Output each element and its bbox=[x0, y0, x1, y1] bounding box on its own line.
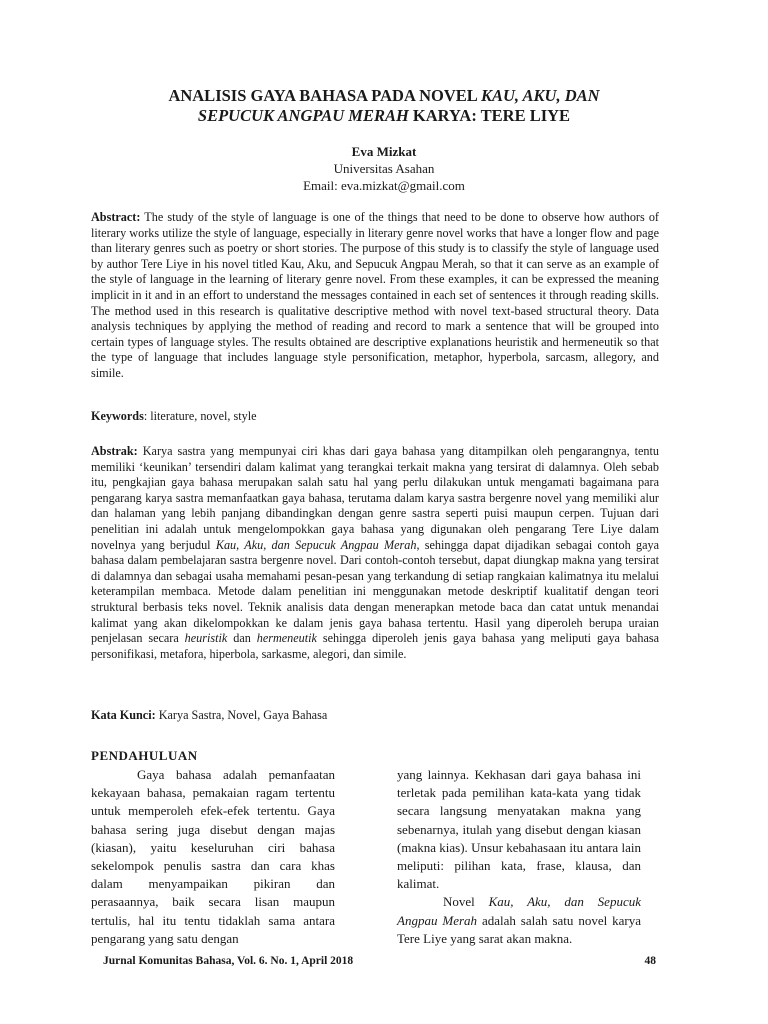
body-novel-title: Kau, Aku, dan Sepucuk Angpau Merah bbox=[397, 894, 641, 928]
title-text: KARYA: TERE LIYE bbox=[408, 106, 571, 125]
author-block bbox=[60, 143, 708, 194]
keywords-text: : literature, novel, style bbox=[143, 409, 257, 423]
paper-title bbox=[60, 86, 708, 126]
body-text: Novel bbox=[443, 894, 489, 910]
author-affiliation: Universitas Asahan bbox=[333, 161, 435, 176]
abstrak-text: Karya sastra yang mempunyai ciri khas dari gaya bahasa yang ditampilkan oleh pengarangnya, tentu memiliki ‘keunikan’ tersendiri dalam kalimat yang terangkai terkait makna yang tersirat di dalamnya. Oleh sebab itu, pengkajian gaya bahasa merupakan salah satu hal yang perlu dilakukan untuk mengamati bagaimana para pengarang karya sastra memanfaatkan gaya bahasa, terutama dalam karya sastra bergenre novel yang memiliki alur dan halaman yang lebih panjang dibandingkan dengan genre sastra seperti puisi maupun cerpen. Tujuan dari penelitian ini adalah untuk mengelompokkan gaya bahasa yang digunakan oleh pengarang Tere Liye dalam novelnya yang berjudul bbox=[91, 444, 659, 552]
kata-kunci-text: Karya Sastra, Novel, Gaya Bahasa bbox=[155, 708, 328, 722]
keywords-paragraph bbox=[91, 409, 659, 425]
abstrak-text: , sehingga dapat dijadikan sebagai contoh gaya bahasa dalam pembelajaran sastra bergenre novel. Dari contoh-contoh tersebut, dapat diungkap makna yang tersirat di dalamnya dan sebagai usaha memahami pesan-pesan yang terkandung di setiap rangkaian kalimatnya itu melalui keterampilan membaca. Metode dalam penelitian ini menggunakan metode deskriptif kualitatif dengan teori struktural berbasis teks novel. Teknik analisis data dengan menerapkan metode baca dan catat untuk menandai kalimat yang akan dikelompokkan ke dalam jenis gaya bahasa tertentu. Hasil yang diperoleh berupa uraian penjelasan secara bbox=[91, 537, 659, 646]
abstrak-text: dan bbox=[227, 631, 257, 646]
abstrak-text: sehingga diperoleh jenis gaya bahasa yang meliputi gaya bahasa personifikasi, metafora, hiperbola, sarkasme, alegori, dan simile. bbox=[91, 631, 660, 661]
body-text: adalah salah satu novel karya Tere Liye yang sarat akan makna. bbox=[397, 912, 641, 946]
page-number: 48 bbox=[644, 955, 656, 967]
page-footer bbox=[103, 955, 656, 967]
title-novel-name: KAU, AKU, DAN bbox=[480, 86, 600, 105]
abstract-label: Abstract: bbox=[91, 210, 141, 224]
body-column-left: Gaya bahasa adalah pemanfaatan kekayaan bahasa, pemakaian ragam tertentu untuk memperoleh efek-efek tertentu. Gaya bahasa sering juga disebut dengan majas (kiasan), yaitu keseluruhan ciri bahasa sekelompok penulis sastra dan cara khas dalam menyampaikan pikiran dan perasaannya, baik secara lisan maupun tertulis, hal itu tentu tidaklah sama antara pengarang yang satu dengan bbox=[91, 767, 335, 946]
section-heading-pendahuluan: PENDAHULUAN bbox=[91, 748, 198, 763]
kata-kunci-label: Kata Kunci: bbox=[91, 708, 156, 722]
title-line-1 bbox=[60, 86, 708, 106]
abstrak-term-hermeneutik: hermeneutik bbox=[256, 631, 317, 646]
body-paragraph bbox=[397, 893, 641, 948]
abstrak-novel-title: Kau, Aku, dan Sepucuk Angpau Merah bbox=[215, 537, 417, 552]
kata-kunci-paragraph bbox=[91, 708, 659, 724]
title-line-2 bbox=[60, 106, 708, 126]
author-email: Email: eva.mizkat@gmail.com bbox=[303, 178, 465, 193]
author-name: Eva Mizkat bbox=[351, 144, 417, 159]
abstrak-paragraph bbox=[91, 444, 659, 662]
journal-citation: Jurnal Komunitas Bahasa, Vol. 6. No. 1, April 2018 bbox=[103, 955, 354, 967]
abstrak-term-heuristik: heuristik bbox=[184, 631, 228, 646]
body-column-right bbox=[397, 766, 641, 948]
abstract-paragraph bbox=[91, 210, 659, 382]
title-novel-name: SEPUCUK ANGPAU MERAH bbox=[197, 106, 409, 125]
keywords-label: Keywords bbox=[91, 409, 144, 423]
title-text: ANALISIS GAYA BAHASA PADA NOVEL bbox=[168, 86, 481, 105]
abstract-text: The study of the style of language is one of the things that need to be done to observe how authors of literary works utilize the style of language, especially in literary genre novel works that have a longer flow and page than literary genres such as poetry or short stories. The purpose of this study is to classify the style of language used by author Tere Liye in his novel titled Kau, Aku, and Sepucuk Angpau Merah, so that it can serve as an example of the style of language in the learning of literary genre novel. From these examples, it can be expressed the meaning implicit in it and in an effort to understand the messages contained in each set of sentences it through reading skills. The method used in this research is qualitative descriptive method with novel text-based structural theory. Data analysis techniques by applying the method of reading and record to mark a sentence that will be grouped into certain types of language styles. The results obtained are descriptive explanations heuristik and hermeneutik so that the type of language that includes language style personification, metaphor, hyperbola, sarcasm, allegory, and simile. bbox=[91, 210, 659, 380]
body-paragraph: yang lainnya. Kekhasan dari gaya bahasa ini terletak pada pemilihan kata-kata yang tidak secara langsung menyatakan makna yang sebenarnya, itulah yang disebut dengan kiasan (makna kias). Unsur kebahasaan itu antara lain meliputi: pilihan kata, frase, klausa, dan kalimat. bbox=[397, 767, 641, 892]
abstrak-label: Abstrak: bbox=[91, 444, 138, 458]
